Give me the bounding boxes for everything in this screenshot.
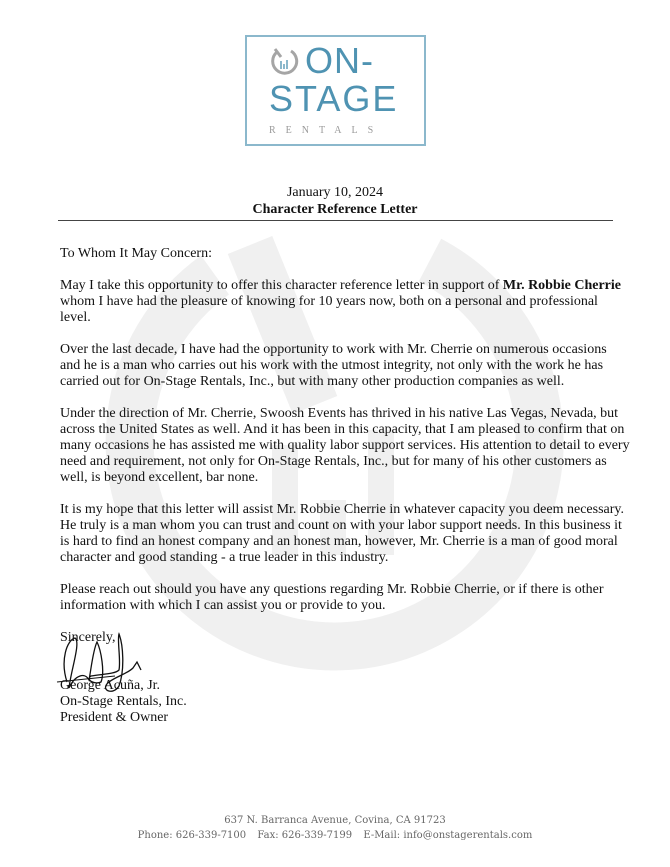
signer-role: President & Owner: [60, 710, 169, 725]
footer-fax: Fax: 626-339-7199: [257, 830, 353, 841]
paragraph-5: Please reach out should you have any questions regarding Mr. Robbie Cherrie, or if there is other information with which I can assist you or provide to you.: [60, 582, 604, 613]
footer-address: 637 N. Barranca Avenue, Covina, CA 91723: [224, 815, 446, 826]
logo-text-on: ON-: [305, 40, 374, 81]
letter-title: Character Reference Letter: [252, 202, 418, 217]
signer-company: On-Stage Rentals, Inc.: [60, 694, 187, 709]
footer-contact: [0, 829, 670, 842]
company-logo: [245, 35, 426, 146]
footer-email[interactable]: E-Mail: info@onstagerentals.com: [363, 830, 533, 841]
p1-text-b: whom I have had the pleasure of knowing for 10 years now, both on a personal and professional level.: [60, 294, 598, 325]
candidate-name: Mr. Robbie Cherrie: [502, 278, 621, 293]
letter-date: January 10, 2024: [286, 185, 384, 200]
closing: Sincerely,: [60, 630, 116, 645]
paragraph-2: Over the last decade, I have had the opportunity to work with Mr. Cherrie on numerous occasions and he is a man who carries out his work with the utmost integrity, not only with the work he has carried out for On-Stage Rentals, Inc., but with many other production companies as well.: [60, 342, 607, 389]
paragraph-3: Under the direction of Mr. Cherrie, Swoosh Events has thrived in his native Las Vegas, Nevada, but across the United States as well. And it has been in this capacity, that I am pleased to confirm that on many occasions he has assisted me with quality labor support services. His attention to detail to every need and requirement, not only for On-Stage Rentals, Inc., but for many of his other customers as well, is beyond excellent, bar none.: [60, 406, 630, 485]
salutation: To Whom It May Concern:: [60, 246, 212, 261]
paragraph-4: It is my hope that this letter will assist Mr. Robbie Cherrie in whatever capacity you deem necessary. He truly is a man whom you can trust and count on with your labor support needs. In this business it is hard to find an honest company and an honest man, however, Mr. Cherrie is a man of good moral character and good standing - a true leader in this industry.: [60, 502, 624, 565]
signer-name: George Acuña, Jr.: [60, 678, 161, 693]
logo-text-rentals: RENTALS: [269, 125, 384, 136]
signature-area: [60, 646, 630, 678]
footer-phone: Phone: 626-339-7100: [137, 830, 247, 841]
letter-content: [60, 246, 630, 726]
title-divider: [58, 220, 613, 221]
logo-text-stage: STAGE: [269, 78, 399, 119]
letter-body: [60, 246, 630, 614]
signature-block: [60, 630, 630, 726]
power-icon: [269, 47, 299, 77]
paragraph-1: [60, 278, 630, 326]
p1-text-a: May I take this opportunity to offer this character reference letter in support of: [60, 278, 503, 293]
